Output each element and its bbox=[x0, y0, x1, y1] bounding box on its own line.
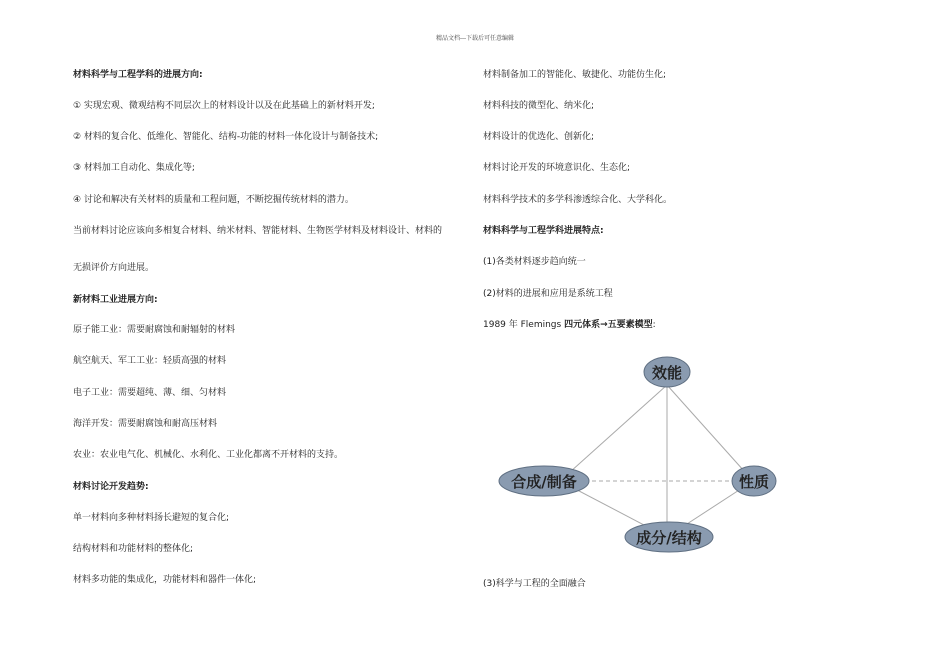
right-column-line-3: 材料设计的优选化、创新化; bbox=[483, 132, 595, 142]
left-column-line-15: 单一材料向多种材料扬长避短的复合化; bbox=[73, 513, 230, 523]
model-line bbox=[483, 319, 656, 331]
left-column-line-13: 农业：农业电气化、机械化、水利化、工业化都离不开材料的支持。 bbox=[73, 450, 344, 460]
right-column-line-5: 材料科学技术的多学科渗透综合化、大学科化。 bbox=[483, 195, 673, 205]
right-column-line-4: 材料讨论开发的环境意识化、生态化; bbox=[483, 163, 631, 173]
node-bottom-label: 成分/结构 bbox=[636, 529, 702, 547]
node-left-label: 合成/制备 bbox=[511, 473, 577, 491]
page-header: 精品文档---下载后可任意编辑 bbox=[435, 35, 515, 42]
left-column-line-14: 材料讨论开发趋势: bbox=[73, 482, 149, 492]
node-top-label: 效能 bbox=[651, 364, 683, 382]
left-column-line-11: 电子工业：需要超纯、薄、细、匀材料 bbox=[73, 388, 227, 398]
left-column-line-16: 结构材料和功能材料的整体化; bbox=[73, 544, 194, 554]
five-element-model-diagram bbox=[496, 350, 786, 560]
model-line-suffix: : bbox=[652, 320, 656, 330]
left-column-line-10: 航空航天、军工工业：轻质高强的材料 bbox=[73, 356, 227, 366]
diagram-edges bbox=[560, 385, 753, 537]
right-column-line-2: 材料科技的微型化、纳米化; bbox=[483, 101, 595, 111]
left-column-line-4: ③ 材料加工自动化、集成化等; bbox=[73, 163, 195, 173]
closing-line: (3)科学与工程的全面融合 bbox=[483, 579, 586, 589]
node-right bbox=[732, 466, 776, 496]
left-column-line-5: ④ 讨论和解决有关材料的质量和工程问题，不断挖掘传统材料的潜力。 bbox=[73, 195, 354, 205]
left-column-line-9: 原子能工业：需要耐腐蚀和耐辐射的材料 bbox=[73, 325, 236, 335]
node-bottom bbox=[625, 522, 713, 552]
edge-top-right bbox=[667, 385, 753, 481]
left-column-line-2: ① 实现宏观、微观结构不同层次上的材料设计以及在此基础上的新材料开发; bbox=[73, 101, 375, 111]
right-column-line-6: 材料科学与工程学科进展特点: bbox=[483, 226, 604, 236]
right-column-line-1: 材料制备加工的智能化、敏捷化、功能仿生化; bbox=[483, 70, 667, 80]
right-column-line-7: (1)各类材料逐步趋向统一 bbox=[483, 257, 586, 267]
left-column-line-3: ② 材料的复合化、低维化、智能化、结构-功能的材料一体化设计与制备技术; bbox=[73, 132, 379, 142]
node-right-label: 性质 bbox=[738, 473, 770, 491]
left-column-line-8: 新材料工业进展方向: bbox=[73, 295, 158, 305]
model-line-bold: 四元体系→五要素模型 bbox=[564, 320, 653, 330]
node-left bbox=[499, 466, 589, 496]
left-column-line-17: 材料多功能的集成化，功能材料和器件一体化; bbox=[73, 575, 257, 585]
left-column-line-12: 海洋开发：需要耐腐蚀和耐高压材料 bbox=[73, 419, 218, 429]
edge-top-left bbox=[560, 385, 667, 481]
left-column-line-6: 当前材料讨论应该向多相复合材料、纳米材料、智能材料、生物医学材料及材料设计、材料的 bbox=[73, 226, 443, 236]
model-line-prefix: 1989 年 Flemings bbox=[483, 320, 565, 330]
node-top bbox=[644, 357, 690, 387]
right-column-line-8: (2)材料的进展和应用是系统工程 bbox=[483, 289, 613, 299]
left-column-line-7: 无损评价方向进展。 bbox=[73, 263, 155, 273]
left-column-line-1: 材料科学与工程学科的进展方向: bbox=[73, 70, 203, 80]
